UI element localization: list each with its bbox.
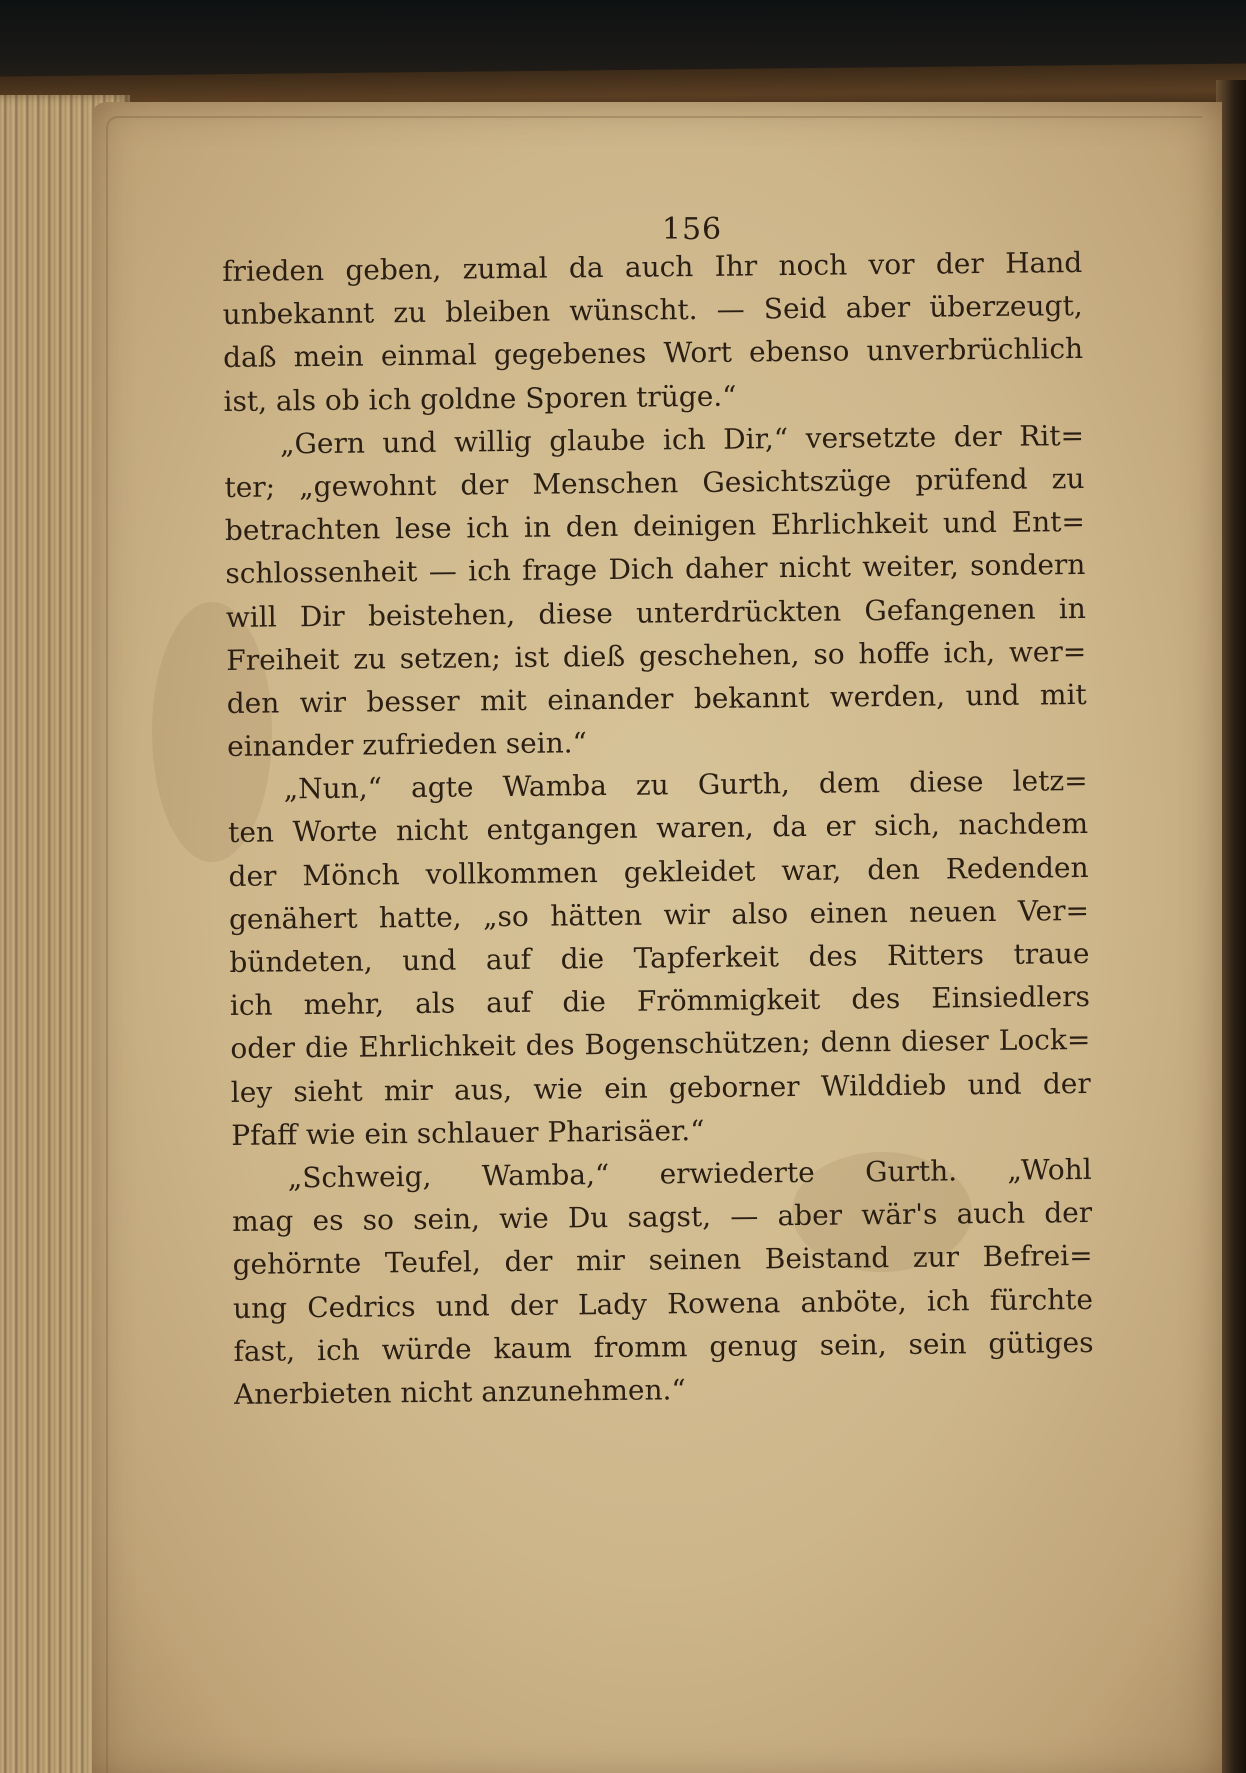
paragraph-start-line: „Nun,“ agte Wamba zu Gurth, dem diese letz= [283, 764, 1088, 806]
text-line: Anerbieten nicht anzunehmen.“ [233, 1373, 686, 1411]
text-line: genähert hatte, „so hätten wir also einen neuen Ver= [228, 893, 1090, 936]
text-line: will Dir beistehen, diese unterdrückten Gefangenen in [225, 591, 1086, 634]
text-line: Freiheit zu setzen; ist dieß geschehen, so hoffe ich, wer= [226, 634, 1087, 677]
page-number: 156 [661, 212, 723, 247]
text-line: einander zufrieden sein.“ [227, 726, 588, 764]
text-line: daß mein einmal gegebenes Wort ebenso unverbrüchlich [222, 332, 1084, 375]
text-line: ten Worte nicht entgangen waren, da er sich, nachdem [227, 807, 1089, 850]
text-line: oder die Ehrlichkeit des Bogenschützen; denn dieser Lock= [230, 1023, 1091, 1066]
text-line: ter; „gewohnt der Menschen Gesichtszüge prüfend zu [224, 461, 1085, 504]
text-line: betrachten lese ich in den deinigen Ehrlichkeit und Ent= [224, 505, 1086, 548]
body-text [222, 241, 1094, 1416]
text-line: Pfaff wie ein schlauer Pharisäer.“ [231, 1113, 705, 1152]
text-line: ley sieht mir aus, wie ein geborner Wilddieb und der [230, 1066, 1091, 1109]
text-line: ung Cedrics und der Lady Rowena anböte, ich fürchte [232, 1282, 1094, 1325]
text-line: ich mehr, als auf die Frömmigkeit des Einsiedlers [229, 980, 1091, 1023]
text-line: unbekannt zu bleiben wünscht. — Seid aber überzeugt, [222, 289, 1083, 332]
text-line: ist, als ob ich goldne Sporen trüge.“ [223, 379, 737, 418]
text-line: den wir besser mit einander bekannt werden, und mit [226, 677, 1087, 720]
text-line: mag es so sein, wie Du sagst, — aber wär's auch der [232, 1196, 1093, 1239]
text-line: fast, ich würde kaum fromm genug sein, sein gütiges [233, 1325, 1094, 1368]
text-line: frieden geben, zumal da auch Ihr noch vor der Hand [222, 245, 1083, 288]
text-line: gehörnte Teufel, der mir seinen Beistand zur Befrei= [232, 1239, 1093, 1282]
paragraph-start-line: „Gern und willig glaube ich Dir,“ versetzte der Rit= [279, 418, 1085, 461]
text-line: der Mönch vollkommen gekleidet war, den Redenden [228, 850, 1089, 893]
text-line: bündeten, und auf die Tapferkeit des Ritters traue [229, 936, 1090, 979]
book-page [92, 102, 1222, 1773]
paragraph-start-line: „Schweig, Wamba,“ erwiederte Gurth. „Wohl [287, 1152, 1092, 1195]
text-line: schlossenheit — ich frage Dich daher nicht weiter, sondern [225, 548, 1086, 591]
